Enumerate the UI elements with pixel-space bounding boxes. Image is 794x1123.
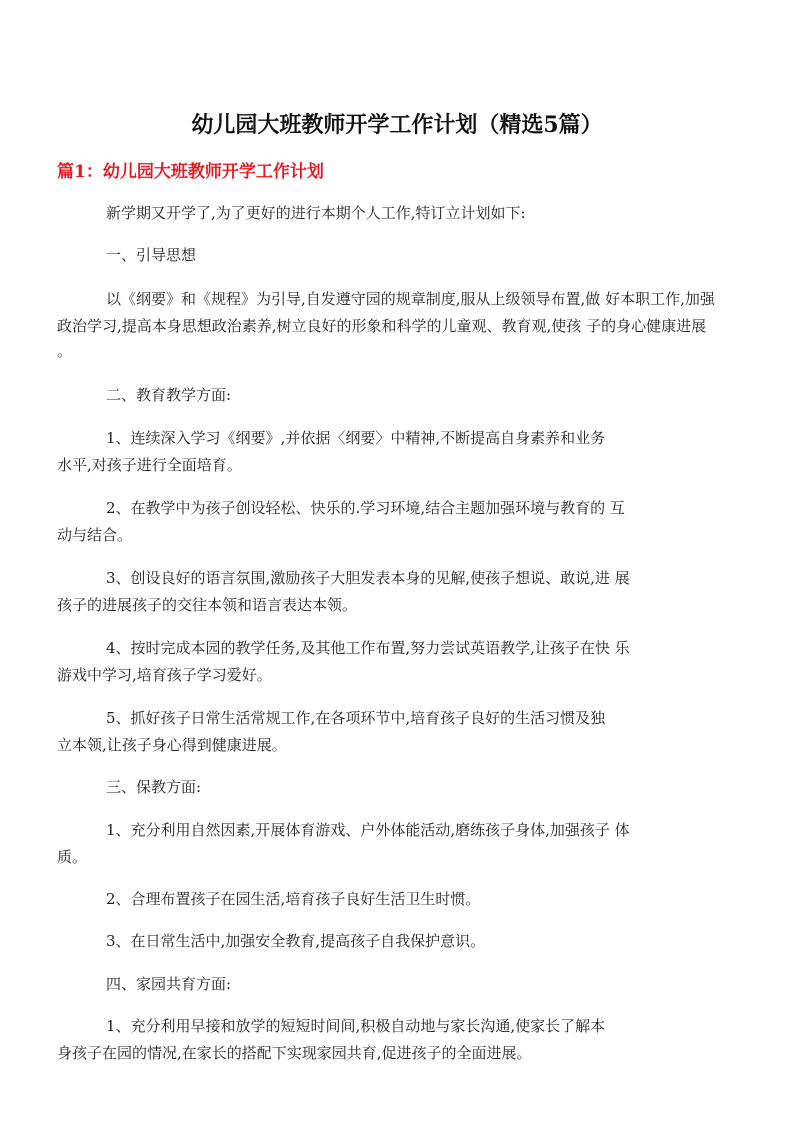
paragraph-line: 以《纲要》和《规程》为引导,自发遵守园的规章制度,服从上级领导布置,做 好本职工作,加强 — [106, 290, 715, 308]
paragraph-line: 。 — [57, 342, 73, 360]
list-item-line: 3、在日常生活中,加强安全教育,提高孩子自我保护意识。 — [106, 932, 486, 950]
list-item-line: 动与结合。 — [57, 526, 133, 544]
list-item-line: 1、充分利用早接和放学的短短时间间,积极自动地与家长沟通,使家长了解本 — [106, 1017, 606, 1035]
heading-teaching: 二、教育教学方面: — [106, 386, 232, 404]
list-item-line: 孩子的进展孩子的交往本领和语言表达本领。 — [57, 596, 358, 614]
list-item-line: 4、按时完成本园的教学任务,及其他工作布置,努力尝试英语教学,让孩子在快 乐 — [106, 639, 630, 657]
heading-care: 三、保教方面: — [106, 778, 202, 796]
heading-guiding-thought: 一、引导思想 — [106, 246, 197, 264]
list-item-line: 5、抓好孩子日常生活常规工作,在各项环节中,培育孩子良好的生活习惯及独 — [106, 709, 606, 727]
list-item-line: 游戏中学习,培育孩子学习爱好。 — [57, 666, 272, 684]
list-item-line: 水平,对孩子进行全面培育。 — [57, 456, 242, 474]
paragraph-line: 政治学习,提高本身思想政治素养,树立良好的形象和科学的儿童观、教育观,使孩 子的身心健康进展 — [57, 317, 707, 335]
list-item-line: 3、创设良好的语言氛围,激励孩子大胆发表本身的见解,使孩子想说、敢说,进 展 — [106, 569, 630, 587]
list-item-line: 2、在教学中为孩子创设轻松、快乐的.学习环境,结合主题加强环境与教育的 互 — [106, 499, 625, 517]
list-item-line: 2、合理布置孩子在园生活,培育孩子良好生活卫生时惯。 — [106, 890, 481, 908]
list-item-line: 1、充分利用自然因素,开展体育游戏、户外体能活动,磨练孩子身体,加强孩子 体 — [106, 821, 630, 839]
list-item-line: 身孩子在园的情况,在家长的搭配下实现家园共育,促进孩子的全面进展。 — [57, 1044, 532, 1062]
list-item-line: 质。 — [57, 848, 88, 866]
list-item-line: 立本领,让孩子身心得到健康进展。 — [57, 736, 287, 754]
list-item-line: 1、连续深入学习《纲要》,并依据〈纲要〉中精神,不断提高自身素养和业务 — [106, 429, 606, 447]
section-heading: 篇1：幼儿园大班教师开学工作计划 — [57, 162, 324, 182]
document-title: 幼儿园大班教师开学工作计划（精选5篇） — [191, 112, 603, 138]
heading-home-school: 四、家园共育方面: — [106, 975, 232, 993]
intro-paragraph: 新学期又开学了,为了更好的进行本期个人工作,特订立计划如下: — [106, 204, 526, 222]
